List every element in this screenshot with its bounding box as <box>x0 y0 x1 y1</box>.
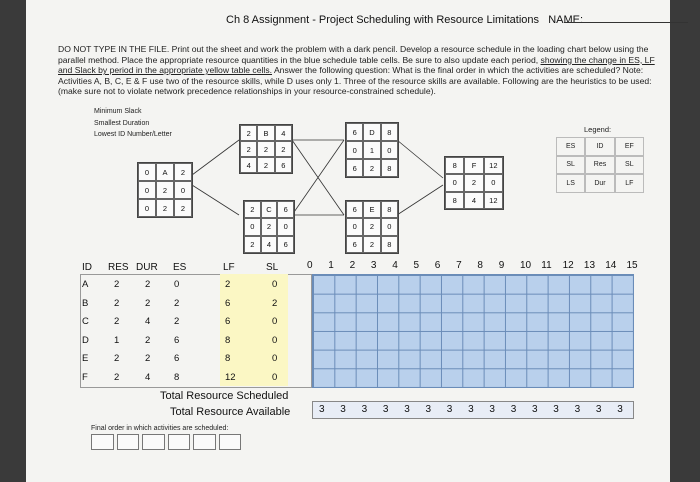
period-label: 1 <box>328 260 334 271</box>
available-value: 3 <box>468 404 474 415</box>
available-value: 3 <box>446 404 453 415</box>
table-cell-dur: 2 <box>145 334 151 346</box>
table-cell-dur: 4 <box>145 371 151 383</box>
table-cell-sl: 0 <box>272 334 278 346</box>
legend-box: ES ID EF SL Res SL LS Dur LF <box>556 137 644 193</box>
table-cell-sl: 0 <box>272 279 278 290</box>
table-cell-id: D <box>82 334 89 346</box>
table-cell-dur: 2 <box>145 279 151 290</box>
period-label: 4 <box>392 260 398 271</box>
node-E: 6 E 8 0 2 0 6 2 8 <box>345 200 399 254</box>
worksheet-page <box>26 0 670 482</box>
table-cell-lf: 8 <box>225 334 231 346</box>
final-order-box[interactable] <box>219 434 242 450</box>
resource-schedule-grid[interactable] <box>312 274 634 388</box>
available-value: 3 <box>532 404 538 415</box>
table-cell-res: 2 <box>114 371 120 383</box>
available-value: 3 <box>425 404 432 415</box>
table-cell-es: 6 <box>174 334 180 346</box>
period-label: 11 <box>541 260 552 271</box>
final-order-box[interactable] <box>91 434 114 450</box>
available-value: 3 <box>510 404 517 415</box>
heuristic-1: Minimum Slack <box>94 108 142 115</box>
period-label: 12 <box>562 260 574 271</box>
final-order-box[interactable] <box>168 434 191 450</box>
table-cell-sl: 0 <box>272 371 278 383</box>
node-B: 2 B 4 2 2 2 4 2 6 <box>239 124 293 174</box>
period-label: 15 <box>626 260 638 271</box>
period-label: 5 <box>413 260 420 271</box>
table-cell-sl: 0 <box>272 353 278 364</box>
heuristic-2: Smallest Duration <box>94 120 150 127</box>
table-cell-es: 0 <box>174 279 180 290</box>
col-sl: SL <box>266 262 279 273</box>
period-label: 0 <box>307 260 313 271</box>
col-dur: DUR <box>136 262 158 273</box>
page-title: Ch 8 Assignment - Project Scheduling with Resource Limitations NAME: <box>226 14 584 26</box>
total-scheduled-label: Total Resource Scheduled <box>160 390 289 402</box>
period-label: 3 <box>370 260 377 271</box>
node-A: 0 A 2 0 2 0 0 2 2 <box>137 162 193 218</box>
available-value: 3 <box>361 404 368 415</box>
table-cell-lf: 12 <box>225 371 236 383</box>
total-available-label: Total Resource Available <box>170 406 291 418</box>
table-cell-id: B <box>82 297 89 309</box>
node-D: 6 D 8 0 1 0 6 2 8 <box>345 122 399 178</box>
available-value: 3 <box>319 404 325 415</box>
node-F: 8 F 12 0 2 0 8 4 12 <box>444 156 504 210</box>
available-value: 3 <box>595 404 602 415</box>
table-cell-lf: 8 <box>225 353 231 364</box>
table-cell-dur: 2 <box>145 353 151 364</box>
available-value: 3 <box>489 404 495 415</box>
table-cell-es: 2 <box>174 297 180 309</box>
period-label: 8 <box>477 260 483 271</box>
period-label: 9 <box>498 260 505 271</box>
final-order-label: Final order in which activities are scheduled: <box>91 425 229 432</box>
table-cell-es: 8 <box>174 371 180 383</box>
table-cell-es: 6 <box>174 353 180 364</box>
final-order-boxes[interactable] <box>91 434 241 450</box>
table-cell-res: 2 <box>114 279 120 290</box>
final-order-box[interactable] <box>193 434 216 450</box>
table-cell-res: 1 <box>114 334 120 346</box>
col-es: ES <box>173 262 187 273</box>
table-cell-res: 2 <box>114 297 120 309</box>
period-label: 6 <box>434 260 441 271</box>
period-label: 7 <box>456 260 462 271</box>
available-value: 3 <box>617 404 623 415</box>
available-value: 3 <box>340 404 346 415</box>
table-cell-id: A <box>82 279 89 290</box>
table-cell-id: E <box>82 353 89 364</box>
available-value: 3 <box>404 404 410 415</box>
table-cell-dur: 4 <box>145 316 151 327</box>
table-cell-res: 2 <box>114 316 120 327</box>
legend-title: Legend: <box>584 125 612 134</box>
table-cell-res: 2 <box>114 353 120 364</box>
available-value: 3 <box>382 404 389 415</box>
table-cell-lf: 6 <box>225 316 231 327</box>
name-label: NAME: <box>548 14 584 26</box>
col-lf: LF <box>223 262 235 273</box>
period-label: 10 <box>520 260 532 271</box>
heuristic-3: Lowest ID Number/Letter <box>94 131 172 138</box>
final-order-box[interactable] <box>117 434 140 450</box>
table-cell-lf: 2 <box>225 279 231 290</box>
period-label: 2 <box>349 260 356 271</box>
table-cell-id: F <box>82 371 88 383</box>
final-order-box[interactable] <box>142 434 165 450</box>
table-cell-id: C <box>82 316 89 327</box>
yellow-update-cells[interactable] <box>220 274 288 386</box>
table-cell-es: 2 <box>174 316 180 327</box>
period-label: 14 <box>605 260 617 271</box>
table-cell-dur: 2 <box>145 297 151 309</box>
period-label: 13 <box>583 260 596 271</box>
col-res: RES <box>108 262 129 273</box>
table-cell-sl: 2 <box>272 297 278 309</box>
table-cell-sl: 0 <box>272 316 278 327</box>
table-cell-lf: 6 <box>225 297 231 309</box>
available-value: 3 <box>553 404 559 415</box>
col-id: ID <box>82 262 92 273</box>
node-C: 2 C 6 0 2 0 2 4 6 <box>243 200 295 254</box>
instructions: DO NOT TYPE IN THE FILE. Print out the sheet and work the problem with a dark pencil. Develop a resource schedule in the loading chart below using the parallel method. Place the appropriate resource quantities in the blue schedule table cells. Be sure to also update each period, showing the change in ES, LF and Slack by period in the appropriate yellow table cells. Answer the following question: What is the final order in which the activities are scheduled? Note: Activities A, B, C, E & F use two of the resource skills, while D uses only 1. Three of the resource skills are available. Following are the heuristics to be used: (make sure not to violate network precedence relationships in your resource-constrained schedule). <box>58 44 655 97</box>
available-value: 3 <box>574 404 581 415</box>
